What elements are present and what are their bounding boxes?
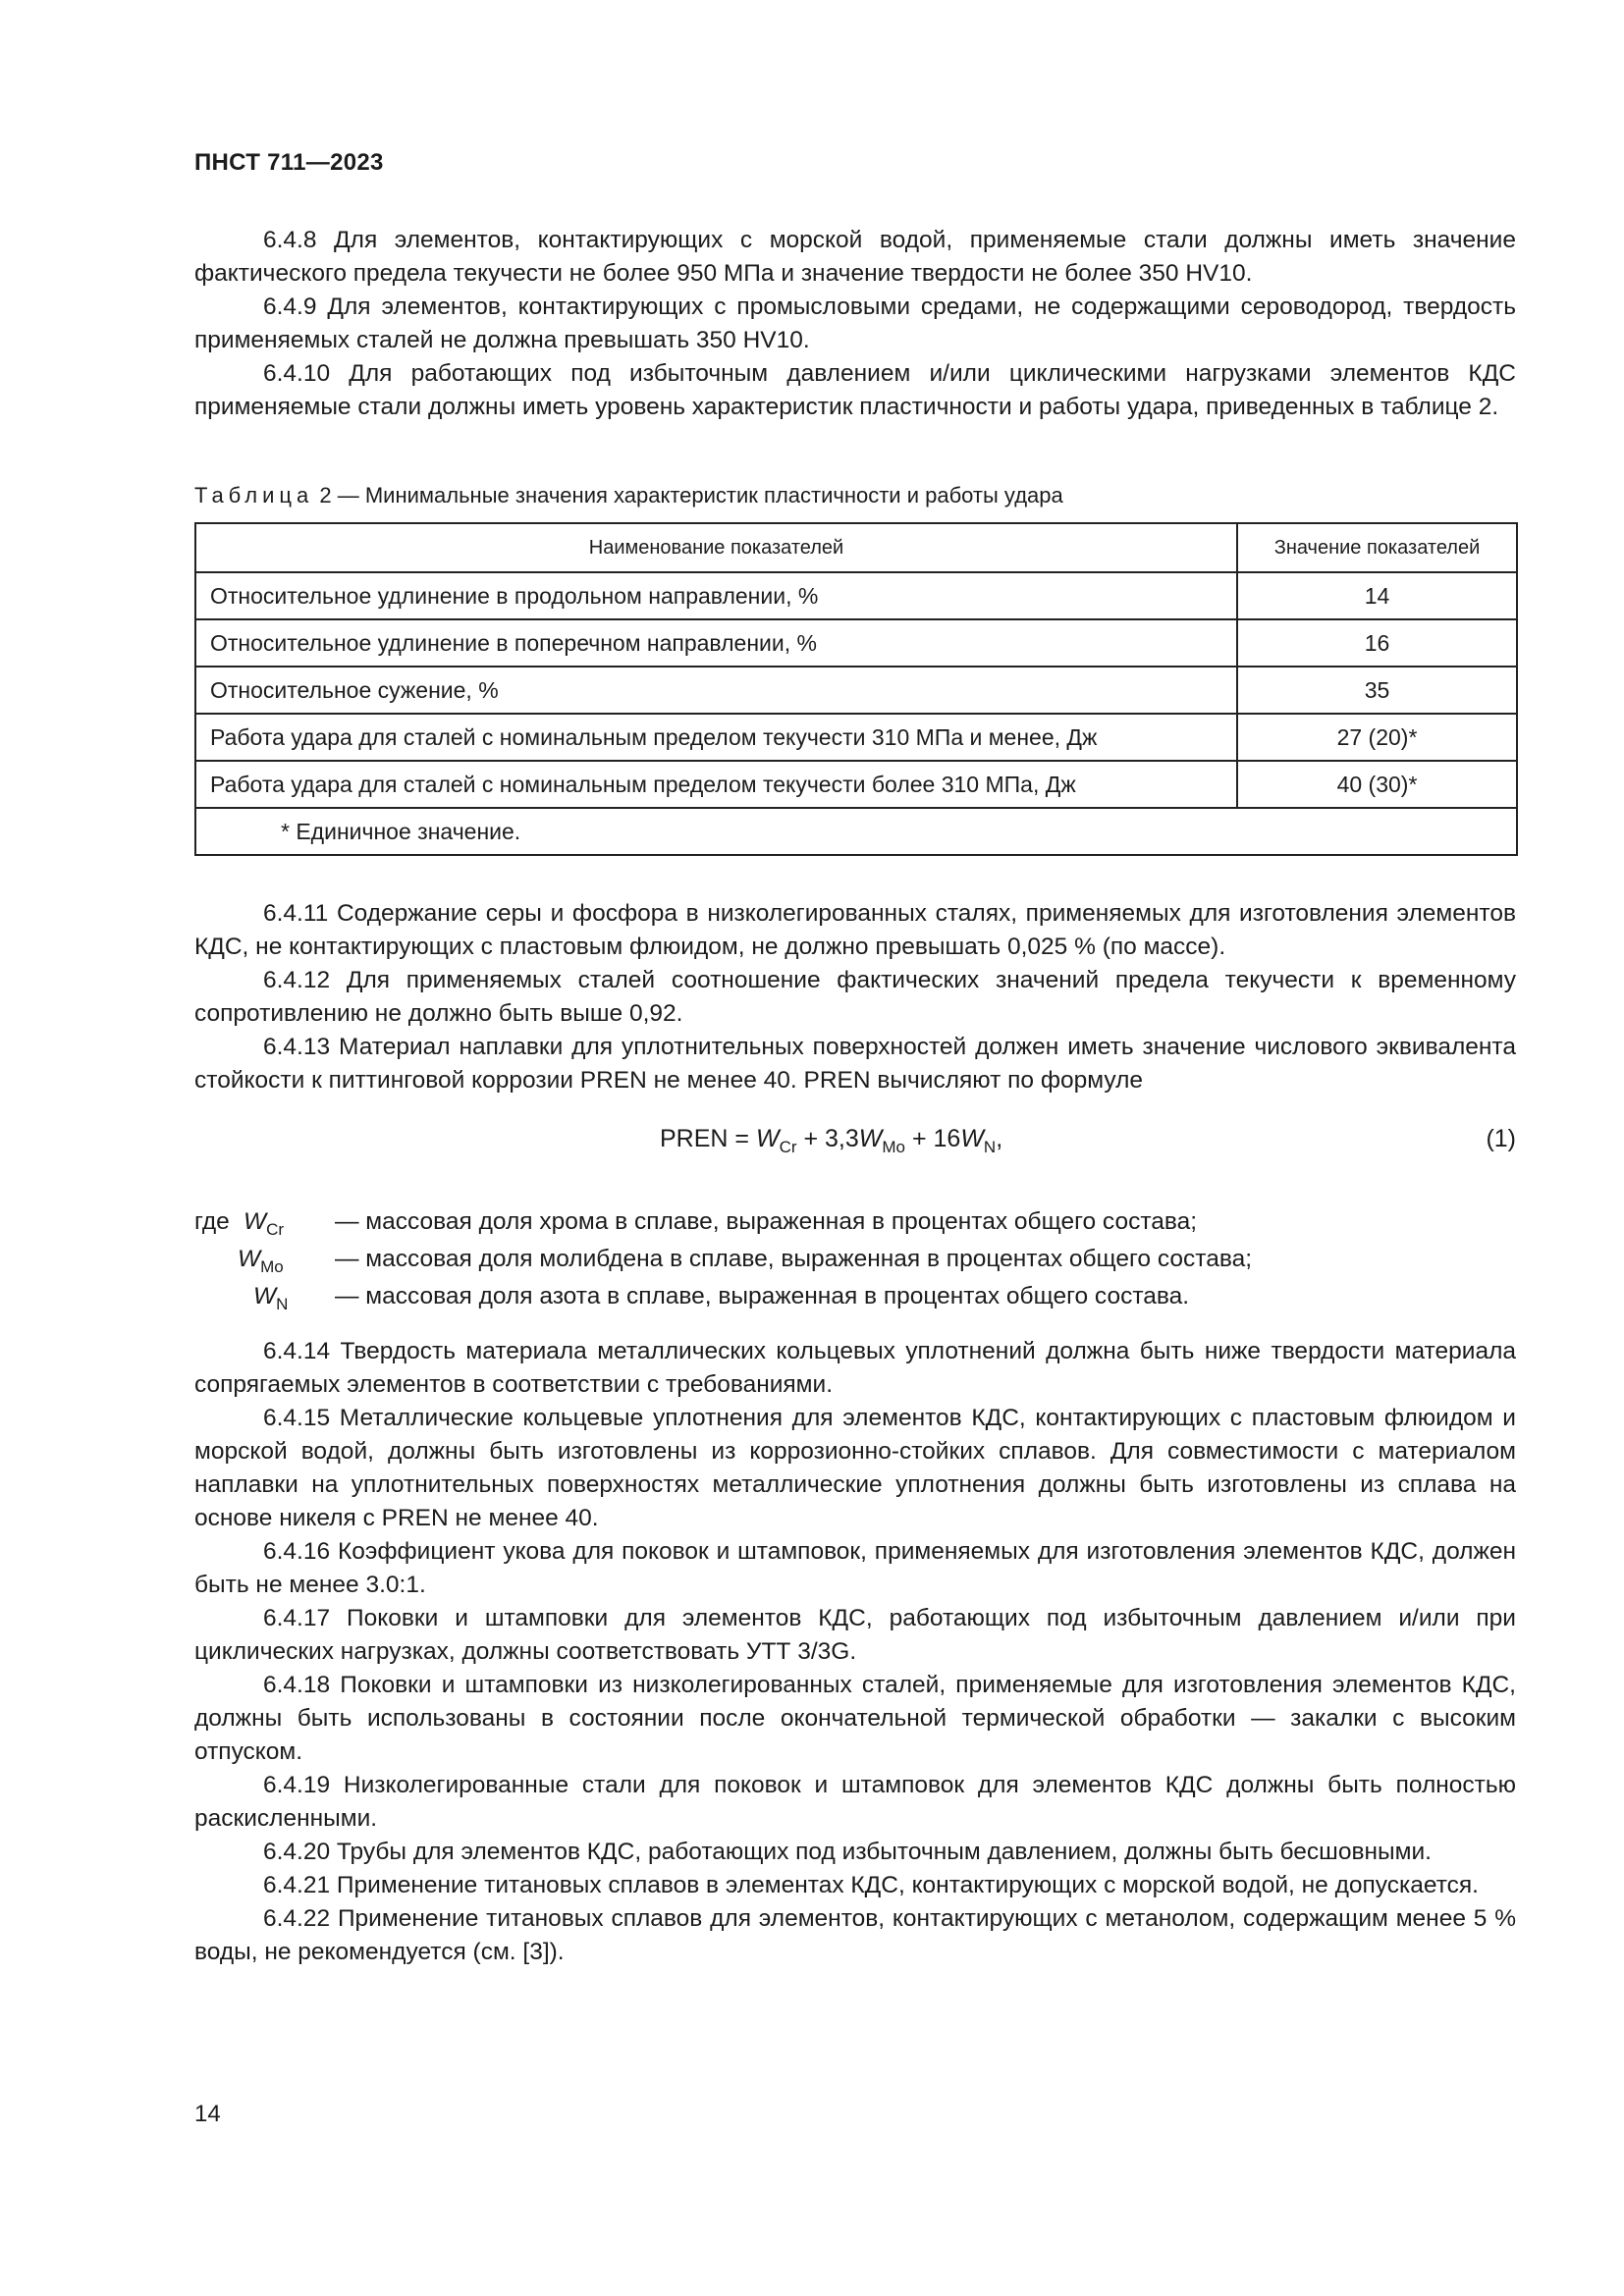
paragraph-6-4-15: 6.4.15 Металлические кольцевые уплотнения для элементов КДС, контактирующих с пластовым флюидом и морской водой, должны быть изготовлены из коррозионно-стойких сплавов. Для совместимости с материалом наплавки на уплотнительных поверхностях металлические уплотнения должны быть изготовлены из сплава на основе никеля с PREN не менее 40. [194,1405,1516,1531]
formula-lhs: PREN = [660,1125,756,1152]
document-number: ПНСТ 711—2023 [194,149,384,176]
table-cell-value: 35 [1237,667,1517,714]
table-cell-value: 40 (30)* [1237,761,1517,808]
paragraph-6-4-18: 6.4.18 Поковки и штамповки из низколегированных сталей, применяемые для изготовления элементов КДС, должны быть использованы в состоянии после окончательной термической обработки — закалки с высоким отпуском. [194,1672,1516,1765]
formula-w-mo: W [858,1125,883,1152]
paragraph-6-4-20: 6.4.20 Трубы для элементов КДС, работающих под избыточным давлением, должны быть бесшовными. [263,1839,1432,1865]
legend-symbol [238,1241,284,1278]
legend-text: — массовая доля хрома в сплаве, выраженная в процентах общего состава; [335,1208,1198,1235]
table-2 [194,522,1518,856]
formula-sub-n: N [983,1138,997,1156]
legend-w: W [253,1283,277,1309]
table-row [195,761,1517,808]
table-cell-name: Относительное сужение, % [195,667,1237,714]
table-caption [194,481,1063,510]
table-caption-text: 2 — Минимальные значения характеристик пластичности и работы удара [313,483,1063,507]
paragraphs-mid [194,897,1516,1097]
table-cell-value: 16 [1237,619,1517,667]
paragraphs-top [194,224,1516,424]
formula-w-n: W [960,1125,984,1152]
formula-expression [660,1125,1003,1156]
table-header-row [195,523,1517,572]
formula-term-n: + 16 [905,1125,961,1152]
paragraph-6-4-22: 6.4.22 Применение титановых сплавов для элементов, контактирующих с метанолом, содержащим менее 5 % воды, не рекомендуется (см. [3]). [194,1905,1516,1965]
paragraph-6-4-19: 6.4.19 Низколегированные стали для поковок и штамповок для элементов КДС должны быть полностью раскисленными. [194,1772,1516,1832]
table-cell-name: Работа удара для сталей с номинальным пределом текучести более 310 МПа, Дж [195,761,1237,808]
legend-w: W [238,1246,261,1272]
legend-sub: Cr [266,1220,285,1239]
formula-sub-mo: Mo [882,1138,905,1156]
legend-sub: Mo [260,1257,284,1276]
paragraph-6-4-14: 6.4.14 Твердость материала металлических кольцевых уплотнений должна быть ниже твердости материала сопрягаемых элементов в соответствии с требованиями. [194,1338,1516,1398]
legend-text: — массовая доля азота в сплаве, выраженная в процентах общего состава. [335,1283,1190,1309]
legend-sub: N [276,1295,289,1313]
pren-formula [194,1125,1516,1164]
paragraph-6-4-13: 6.4.13 Материал наплавки для уплотнительных поверхностей должен иметь значение числового эквивалента стойкости к питтинговой коррозии PREN не менее 40. PREN вычисляют по формуле [194,1034,1516,1094]
table-header-name: Наименование показателей [195,523,1237,572]
page-number: 14 [194,2101,221,2127]
table-cell-value: 27 (20)* [1237,714,1517,761]
paragraph-6-4-21: 6.4.21 Применение титановых сплавов в элементах КДС, контактирующих с морской водой, не допускается. [263,1872,1479,1898]
legend-where-word: где [194,1208,230,1235]
legend-w: W [244,1208,267,1235]
paragraphs-bottom [194,1335,1516,1969]
legend-symbol [244,1203,284,1241]
table-footnote: * Единичное значение. [195,808,1517,855]
paragraph-6-4-12: 6.4.12 Для применяемых сталей соотношение фактических значений предела текучести к временному сопротивлению не должно быть выше 0,92. [194,967,1516,1027]
paragraph-6-4-10: 6.4.10 Для работающих под избыточным давлением и/или циклическими нагрузками элементов КДС применяемые стали должны иметь уровень характеристик пластичности и работы удара, приведенных в таблице 2. [194,360,1516,420]
legend-text: — массовая доля молибдена в сплаве, выраженная в процентах общего состава; [335,1246,1253,1272]
formula-w-cr: W [755,1125,780,1152]
paragraph-6-4-8: 6.4.8 Для элементов, контактирующих с морской водой, применяемые стали должны иметь значение фактического предела текучести не более 950 МПа и значение твердости не более 350 HV10. [194,227,1516,287]
table-row [195,619,1517,667]
paragraph-6-4-17: 6.4.17 Поковки и штамповки для элементов КДС, работающих под избыточным давлением и/или при циклических нагрузках, должны соответствовать УТТ 3/3G. [194,1605,1516,1665]
table-caption-prefix: Таблица [194,483,314,507]
paragraph-6-4-9: 6.4.9 Для элементов, контактирующих с промысловыми средами, не содержащими сероводород, твердость применяемых сталей не должна превышать 350 HV10. [194,294,1516,353]
formula-term-mo: + 3,3 [796,1125,859,1152]
formula-sub-cr: Cr [779,1138,797,1156]
table-cell-name: Относительное удлинение в продольном направлении, % [195,572,1237,619]
table-cell-value: 14 [1237,572,1517,619]
paragraph-6-4-11: 6.4.11 Содержание серы и фосфора в низколегированных сталях, применяемых для изготовления элементов КДС, не контактирующих с пластовым флюидом, не должно превышать 0,025 % (по массе). [194,900,1516,960]
table-cell-name: Относительное удлинение в поперечном направлении, % [195,619,1237,667]
table-row [195,667,1517,714]
formula-tail: , [996,1125,1003,1152]
table-footnote-row [195,808,1517,855]
table-row [195,572,1517,619]
formula-number: (1) [1486,1125,1516,1152]
paragraph-6-4-16: 6.4.16 Коэффициент укова для поковок и штамповок, применяемых для изготовления элементов КДС, должен быть не менее 3.0:1. [194,1538,1516,1598]
table-row [195,714,1517,761]
table-cell-name: Работа удара для сталей с номинальным пределом текучести 310 МПа и менее, Дж [195,714,1237,761]
table-header-value: Значение показателей [1237,523,1517,572]
legend-symbol [253,1278,288,1315]
